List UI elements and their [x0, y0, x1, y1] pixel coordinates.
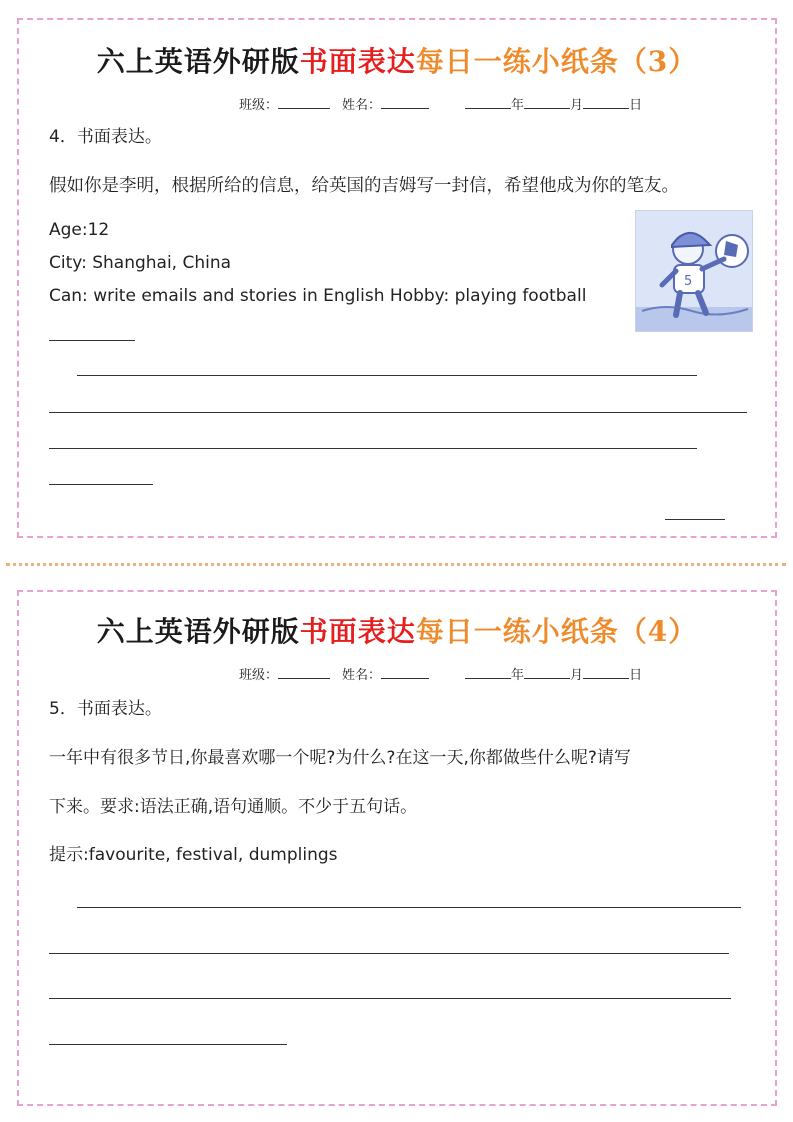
- day-blank[interactable]: [583, 96, 629, 109]
- writing-line[interactable]: [49, 1044, 287, 1045]
- writing-line[interactable]: [49, 412, 747, 413]
- title-prefix: 六上英语外研版: [96, 615, 300, 648]
- writing-line[interactable]: [77, 907, 741, 908]
- info-can-hobby: Can: write emails and stories in English Hobby: playing football: [49, 286, 587, 306]
- day-label: 日: [629, 98, 643, 113]
- year-blank[interactable]: [465, 96, 511, 109]
- question-number: 4．书面表达。: [49, 127, 162, 147]
- student-info-row: [239, 664, 642, 683]
- boy-football-icon: [636, 211, 752, 331]
- info-age: Age:12: [49, 220, 110, 240]
- svg-text:5: 5: [684, 274, 693, 289]
- day-blank[interactable]: [583, 666, 629, 679]
- worksheet-card-3: [17, 18, 777, 538]
- class-label: 班级：: [239, 668, 279, 683]
- card-title: [19, 610, 775, 650]
- question-prompt-line2: 下来。要求:语法正确,语句通顺。不少于五句话。: [49, 797, 418, 817]
- student-info-row: [239, 94, 642, 113]
- question-number: 5．书面表达。: [49, 699, 162, 719]
- title-suffix: 每日一练小纸条（3）: [415, 45, 698, 78]
- hint-text: 提示:favourite, festival, dumplings: [49, 845, 338, 865]
- title-topic: 书面表达: [299, 45, 416, 78]
- month-label: 月: [570, 668, 584, 683]
- card-title: [19, 40, 775, 80]
- name-blank[interactable]: [381, 666, 429, 679]
- class-blank[interactable]: [278, 96, 330, 109]
- question-prompt-line1: 一年中有很多节日,你最喜欢哪一个呢?为什么?在这一天,你都做些什么呢?请写: [49, 748, 631, 768]
- class-label: 班级：: [239, 98, 279, 113]
- boy-with-football-picture: [635, 210, 753, 332]
- page-separator: [6, 563, 786, 566]
- writing-line[interactable]: [665, 519, 725, 520]
- writing-line[interactable]: [49, 448, 697, 449]
- writing-line[interactable]: [49, 953, 729, 954]
- month-label: 月: [570, 98, 584, 113]
- year-blank[interactable]: [465, 666, 511, 679]
- writing-line[interactable]: [49, 998, 731, 999]
- year-label: 年: [511, 98, 525, 113]
- writing-line[interactable]: [77, 375, 697, 376]
- writing-line[interactable]: [49, 484, 153, 485]
- name-label: 姓名：: [342, 98, 382, 113]
- title-suffix: 每日一练小纸条（4）: [415, 615, 698, 648]
- writing-line[interactable]: [49, 340, 135, 341]
- name-blank[interactable]: [381, 96, 429, 109]
- worksheet-card-4: [17, 590, 777, 1106]
- day-label: 日: [629, 668, 643, 683]
- year-label: 年: [511, 668, 525, 683]
- name-label: 姓名：: [342, 668, 382, 683]
- class-blank[interactable]: [278, 666, 330, 679]
- title-prefix: 六上英语外研版: [96, 45, 300, 78]
- title-topic: 书面表达: [299, 615, 416, 648]
- question-prompt: 假如你是李明，根据所给的信息，给英国的吉姆写一封信，希望他成为你的笔友。: [49, 176, 679, 196]
- month-blank[interactable]: [524, 96, 570, 109]
- month-blank[interactable]: [524, 666, 570, 679]
- info-city: City: Shanghai, China: [49, 253, 232, 273]
